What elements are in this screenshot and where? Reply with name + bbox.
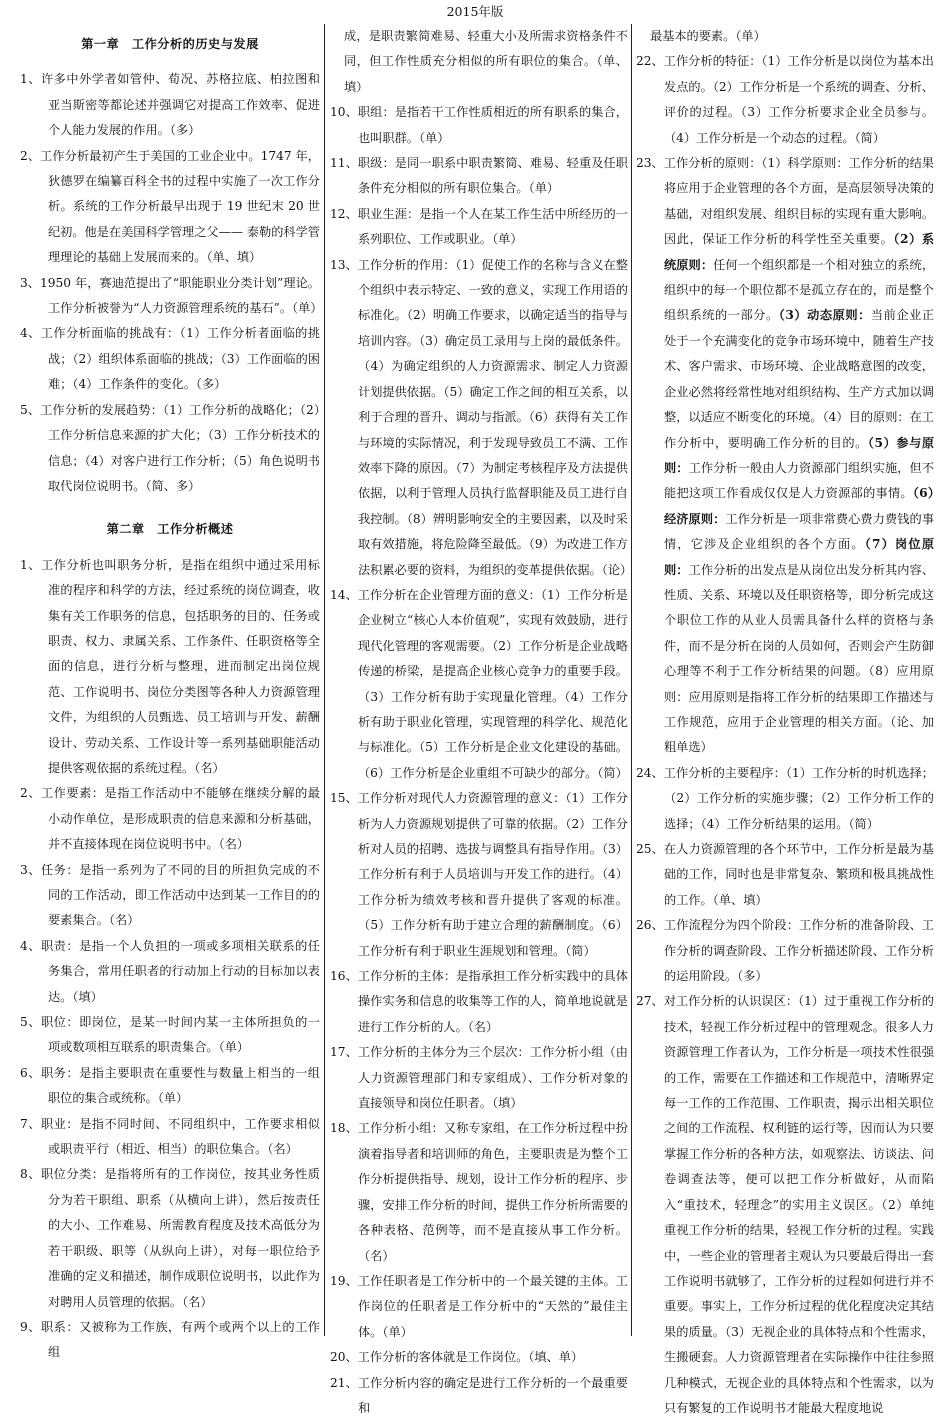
list-item: 5、职位：即岗位，是某一时间内某一主体所担负的一项或数项相互联系的职责集合。（单） (20, 1015, 320, 1055)
list-item: 22、工作分析的特征：（1）工作分析是以岗位为基本出发点的。（2）工作分析是一个系统的调查、分析、评价的过程。（3）工作分析要求企业全员参与。（4）工作分析是一个动态的过程。（简） (636, 54, 934, 145)
principle-dynamic-text: 当前企业正处于一个充满变化的竞争市场环境中，随着生产技术、客户需求、市场环境、企业战略意图的改变，企业必然将经常性地对组织结构、生产方式加以调整，以适应不断变化的环境。（4）目的原则：在工作分析中，要明确工作分析的目的。 (664, 308, 935, 450)
column-3 (636, 24, 935, 1415)
list-item: 24、工作分析的主要程序：（1）工作分析的时机选择；（2）工作分析的实施步骤；（2）工作分析工作的选择；（4）工作分析结果的运用。（简） (636, 765, 934, 831)
principle-position-label: （7）岗位原则： (664, 537, 935, 577)
list-item: 27、对工作分析的认识误区：（1）过于重视工作分析的技术，轻视工作分析过程中的管理观念。很多人力资源管理工作者认为，工作分析是一项技术性很强的工作，需要在工作描述和工作规范中，清晰界定每一工作的工作范围、工作职责，揭示出相关职位之间的工作流程、权利链的运行等，因而认为只要掌握工作分析的各种方法，如观察法、访谈法、问卷调查法等，便可以把工作分析做好，从而陷入“重技术，轻理念”的实用主义误区。（2）单纯重视工作分析的结果，轻视工作分析的过程。实践中，一些企业的管理者主观认为只要最后得出一套工作说明书就够了，工作分析的过程如何进行并不重要。事实上，工作分析过程的优化程度决定其结果的质量。（3）无视企业的具体特点和个性需求，生搬硬套。人力资源管理者在实际操作中往往参照几种模式，无视企业的具体特点和个性需求，以为只有繁复的工作说明书才能最大程度地说 (636, 994, 934, 1415)
list-item: 2、工作分析最初产生于美国的工业企业中。1747 年，狄德罗在编纂百科全书的过程中实施了一次工作分析。系统的工作分析最早出现于 19 世纪末 20 世纪初。他是在美国科学管理之父—— 泰勒的科学管理理论的基础上发展而来的。（单、填） (20, 148, 320, 265)
column-divider-1 (324, 24, 325, 1336)
list-item: 10、职组：是指若干工作性质相近的所有职系的集合，也叫职群。（单） (330, 105, 628, 145)
principle-system-label: （2）系统原则： (664, 232, 935, 272)
header-year-label: 2015年版 (446, 4, 504, 19)
principle-position-text: 工作分析的出发点是从岗位出发分析其内容、性质、关系、环境以及任职资格等，即分析完成这个职位工作的从业人员需具备什么样的资格与条件，而不是分析在岗的人员如何，否则会产生防御心理等不利于工作分析结果的问题。（8）应用原则：应用原则是指将工作分析的结果即工作描述与工作规范，应用于企业管理的相关方面。（论、加粗单选） (664, 562, 935, 755)
list-item: 18、工作分析小组：又称专家组，在工作分析过程中扮演着指导者和培训师的角色，主要职责是为整个工作分析提供指导、规划，设计工作分析的程序、步骤，安排工作分析的时间，提供工作分析所需要的各种表格、范例等，而不是直接从事工作分析。（名） (330, 1121, 628, 1263)
list-item: 26、工作流程分为四个阶段：工作分析的准备阶段、工作分析的调查阶段、工作分析描述阶段、工作分析的运用阶段。（多） (636, 918, 934, 984)
principle-system-text: 任何一个组织都是一个相对独立的系统，组织中的每一个职位都不是孤立存在的，而是整个组织系统的一部分。 (664, 257, 935, 323)
list-item: 7、职业：是指不同时间、不同组织中，工作要求相似或职责平行（相近、相当）的职位集合。（名） (20, 1116, 320, 1157)
list-item: 13、工作分析的作用：（1）促使工作的名称与含义在整个组织中表示特定、一致的意义，实现工作用语的标准化。（2）明确工作要求，以确定适当的指导与培训内容。（3）确定员工录用与上岗的最低条件。（4）为确定组织的人力资源需求、制定人力资源计划提供依据。（5）确定工作之间的相互关系，以利于合理的晋升、调动与指派。（6）获得有关工作与环境的实际情况，利于发现导致员工不满、工作效率下降的原因。（7）为制定考核程序及方法提供依据，以利于管理人员执行监督职能及员工进行自我控制。（8）辨明影响安全的主要因素，以及时采取有效措施，将危险降至最低。（9）为改进工作方法积累必要的资料，为组织的变革提供依据。（论） (330, 257, 633, 577)
list-item: 1、许多中外学者如管仲、荀况、苏格拉底、柏拉图和亚当斯密等都论述并强调它对提高工作效率、促进个人能力发展的作用。（多） (20, 72, 320, 138)
list-item: 16、工作分析的主体：是指承担工作分析实践中的具体操作实务和信息的收集等工作的人，简单地说就是进行工作分析的人。（名） (330, 969, 628, 1034)
column-divider-2 (631, 24, 632, 1336)
column-1 (20, 24, 323, 1360)
principle-participation-text: 工作分析一般由人力资源部门组织实施，但不能把这项工作看成仅仅是人力资源部的事情。 (664, 460, 935, 501)
list-item: 4、工作分析面临的挑战有：（1）工作分析者面临的挑战；（2）组织体系面临的挑战；（3）工作面临的困难；（4）工作条件的变化。（多） (20, 326, 320, 392)
list-item: 14、工作分析在企业管理方面的意义：（1）工作分析是企业树立“核心人本价值观”，实现有效鼓励，进行现代化管理的客观需要。（2）工作分析是企业战略传递的桥梁，是提高企业核心竞争力的重要手段。（3）工作分析有助于实现量化管理。（4）工作分析有助于职业化管理，实现管理的科学化、规范化与标准化。（5）工作分析是企业文化建设的基础。（6）工作分析是企业重组不可缺少的部分。（简） (330, 587, 628, 780)
list-item-principles (636, 151, 934, 761)
chapter-2-title: 第二章 工作分析概述 (106, 522, 234, 537)
list-item: 3、1950 年，赛迪范提出了“职能职业分类计划”理论。工作分析被誉为“人力资源管理系统的基石”。（单） (20, 275, 323, 316)
list-item: 5、工作分析的发展趋势：（1）工作分析的战略化；（2）工作分析信息来源的扩大化；（3）工作分析技术的信息；（4）对客户进行工作分析；（5）角色说明书取代岗位说明书。（简、多） (20, 402, 320, 493)
principle-economy-label: （6）经济原则： (664, 486, 935, 526)
list-item: 9、职系：又被称为工作族，有两个或两个以上的工作组 (20, 1319, 320, 1360)
principle-dynamic-label: （3）动态原则： (778, 308, 871, 323)
list-item: 15、工作分析对现代人力资源管理的意义：（1）工作分析为人力资源规划提供了可靠的依据。（2）工作分析对人员的招聘、选拔与调整具有指导作用。（3）工作分析有利于人员培训与开发工作的进行。（4）工作分析为绩效考核和晋升提供了客观的标准。（5）工作分析有助于建立合理的薪酬制度。（6）工作分析有利于职业生涯规划和管理。（简） (330, 791, 628, 958)
list-item: 1、工作分析也叫职务分析，是指在组织中通过采用标准的程序和科学的方法，经过系统的岗位调查，收集有关工作职务的信息，包括职务的目的、任务或职责、权力、隶属关系、工作条件、任职资格等全面的信息，进行分析与整理，进而制定出岗位规范、工作说明书、岗位分类图等各种人力资源管理文件，为组织的人员甄选、员工培训与开发、薪酬设计、劳动关系、工作设计等一系列基础职能活动提供客观依据的系统过程。（名） (20, 557, 320, 775)
list-item: 11、职级：是同一职系中职责繁简、难易、轻重及任职条件充分相似的所有职位集合。（单） (330, 156, 628, 196)
column-2 (330, 24, 633, 1415)
list-item: 8、职位分类：是指将所有的工作岗位，按其业务性质分为若干职组、职系（从横向上讲），然后按责任的大小、工作难易、所需教育程度及技术高低分为若干职级、职等（从纵向上讲），对每一职位给予准确的定义和描述，制作成职位说明书，以此作为对聘用人员管理的依据。（名） (20, 1167, 320, 1309)
list-item: 25、在人力资源管理的各个环节中，工作分析是最为基础的工作，同时也是非常复杂、繁琐和极具挑战性的工作。（单、填） (636, 842, 934, 907)
principle-participation-label: （5）参与原则： (664, 435, 935, 475)
list-item: 21、工作分析内容的确定是进行工作分析的一个最重要和 (330, 1375, 628, 1415)
list-item: 3、任务：是指一系列为了不同的目的所担负完成的不同的工作活动，即工作活动中达到某一工作目的的要素集合。（名） (20, 862, 320, 928)
list-item: 6、职务：是指主要职责在重要性与数量上相当的一组职位的集合或统称。（单） (20, 1065, 320, 1106)
list-item: 17、工作分析的主体分为三个层次：工作分析小组（由人力资源管理部门和专家组成）、工作分析对象的直接领导和岗位任职者。（填） (330, 1045, 628, 1111)
list-item: 12、职业生涯：是指一个人在某工作生活中所经历的一系列职位、工作或职业。（单） (330, 206, 628, 247)
continued-text: 最基本的要素。（单） (650, 29, 766, 43)
chapter-1-title: 第一章 工作分析的历史与发展 (81, 37, 259, 51)
list-item: 2、工作要素：是指工作活动中不能够在继续分解的最小动作单位，是形成职责的信息来源和分析基础，并不直接体现在岗位说明书中。（名） (20, 786, 320, 852)
continued-text: 成，是职责繁简难易、轻重大小及所需求资格条件不同，但工作性质充分相似的所有职位的集合。（单、填） (344, 29, 628, 94)
principles-intro: 23、工作分析的原则：（1）科学原则：工作分析的结果将应用于企业管理的各个方面，是高层领导决策的基础，对组织发展、组织目标的实现有重大影响。因此，保证工作分析的科学性至关重要。 (636, 156, 934, 247)
list-item: 4、职责：是指一个人负担的一项或多项相关联系的任务集合，常用任职者的行动加上行动的目标加以表达。（填） (20, 938, 320, 1004)
principle-economy-text: 工作分析是一项非常费心费力费钱的事情，它涉及企业组织的各个方面。 (664, 511, 935, 552)
list-item: 20、工作分析的客体就是工作岗位。（填、单） (330, 1350, 584, 1365)
list-item: 19、工作任职者是工作分析中的一个最关键的主体。工作岗位的任职者是工作分析中的“天然的”最佳主体。（单） (330, 1273, 628, 1339)
